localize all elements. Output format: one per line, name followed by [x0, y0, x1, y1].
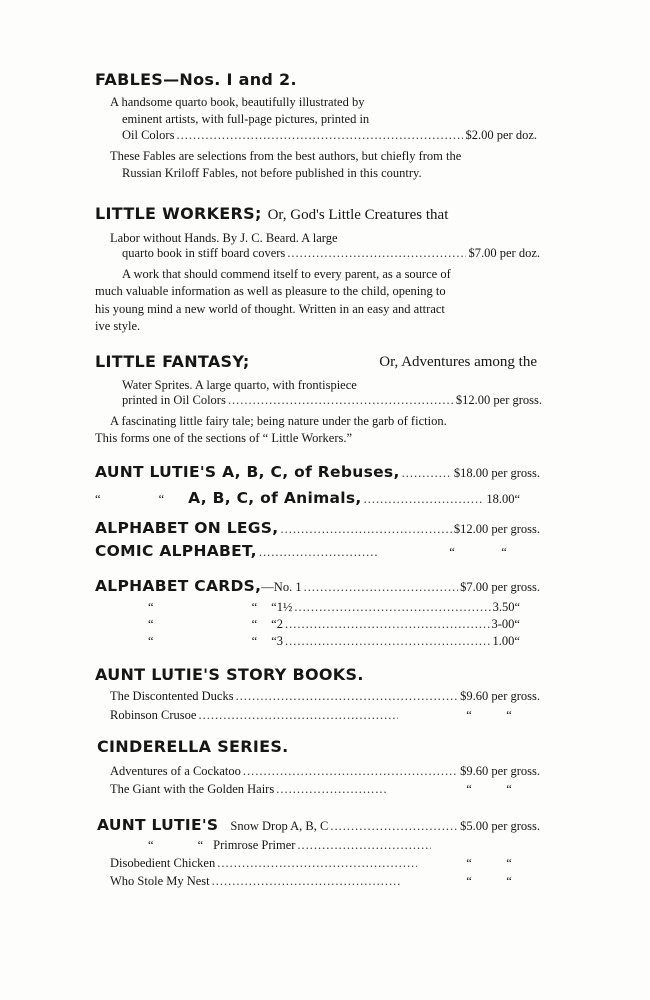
leader-dots — [285, 632, 491, 650]
ditto-mark: “ — [466, 708, 472, 722]
aunt-item-2: Primrose Primer — [213, 838, 296, 852]
leader-dots — [212, 872, 402, 890]
aunt-row-1 — [97, 816, 540, 835]
fables-item: Oil Colors — [122, 128, 175, 142]
fantasy-desc-2: This forms one of the sections of “ Little Workers.” — [95, 431, 353, 445]
ditto-mark: “ — [506, 856, 512, 870]
cinderella-price-1: $9.60 per gross. — [460, 764, 540, 778]
cards-price-2: 3.50 — [492, 600, 515, 614]
workers-title: LITTLE WORKERS; — [95, 204, 262, 223]
leader-dots — [198, 706, 398, 724]
ditto-mark: “ — [148, 838, 154, 852]
ditto-mark: “ — [506, 874, 512, 888]
ditto-mark: “ — [251, 617, 258, 631]
cinderella-item-2: The Giant with the Golden Hairs — [110, 782, 275, 796]
fables-desc-1: These Fables are selections from the best authors, but chiefly from the — [110, 149, 462, 163]
leader-dots — [259, 543, 379, 561]
leader-dots — [176, 126, 463, 144]
fantasy-desc-1: A fascinating little fairy tale; being nature under the garb of fiction. — [110, 414, 447, 428]
aunt-row-3 — [110, 854, 520, 872]
leader-dots — [280, 520, 451, 538]
fantasy-subtitle: Or, Adventures among the — [379, 354, 537, 370]
ditto-mark: “ — [501, 545, 507, 559]
cards-row-3 — [148, 615, 520, 633]
ditto-mark: “ — [506, 708, 512, 722]
story-title: AUNT LUTIE'S STORY BOOKS. — [95, 665, 364, 684]
cards-price-4: 1.00 — [492, 634, 515, 648]
comic-row — [95, 542, 515, 561]
workers-price-row — [122, 244, 540, 262]
cards-row-1 — [95, 577, 540, 596]
cards-no-4: 3 — [276, 634, 284, 648]
story-row-1 — [110, 687, 540, 705]
aunt-item-1: Snow Drop A, B, C — [230, 819, 329, 833]
fables-line-1: A handsome quarto book, beautifully illustrated by — [110, 95, 365, 109]
workers-line-1: Labor without Hands. By J. C. Beard. A large — [110, 231, 338, 245]
leader-dots — [402, 464, 452, 482]
leader-dots — [236, 687, 459, 705]
workers-desc-3: his young mind a new world of thought. Written in an easy and attract — [95, 302, 445, 316]
legs-row — [95, 519, 540, 538]
fantasy-heading — [95, 352, 537, 372]
ditto-mark: “ — [197, 838, 204, 852]
cards-title: ALPHABET CARDS, — [95, 577, 262, 595]
aunt-title: AUNT LUTIE'S — [97, 816, 219, 834]
aunt-row-4 — [110, 872, 520, 890]
fantasy-item: printed in Oil Colors — [122, 393, 226, 407]
leader-dots — [217, 854, 417, 872]
fables-price: $2.00 per doz. — [465, 128, 537, 142]
comic-title: COMIC ALPHABET, — [95, 542, 257, 560]
ditto-mark: “ — [148, 634, 154, 648]
story-row-2 — [110, 706, 520, 724]
abc-rebuses-price: $18.00 per gross. — [453, 466, 540, 480]
fantasy-price: $12.00 per gross. — [455, 393, 542, 407]
ditto-mark: “ — [271, 634, 277, 648]
ditto-mark: “ — [251, 600, 258, 614]
story-price-1: $9.60 per gross. — [460, 689, 540, 703]
legs-title: ALPHABET ON LEGS, — [95, 519, 279, 537]
leader-dots — [294, 598, 490, 616]
fables-title: FABLES—Nos. I and 2. — [95, 70, 297, 89]
cards-no-1: —No. 1 — [261, 580, 302, 594]
fantasy-price-row — [122, 391, 542, 409]
abc-rebuses-row — [95, 463, 540, 482]
workers-subtitle: Or, God's Little Creatures that — [267, 207, 449, 223]
ditto-mark: “ — [148, 617, 154, 631]
fantasy-title: LITTLE FANTASY; — [95, 352, 250, 371]
story-item-1: The Discontented Ducks — [110, 689, 234, 703]
ditto-mark: “ — [449, 545, 455, 559]
leader-dots — [276, 780, 386, 798]
abc-animals-row — [95, 489, 520, 508]
ditto-mark: “ — [158, 492, 165, 506]
workers-heading — [95, 204, 448, 225]
leader-dots — [364, 490, 485, 508]
workers-desc-1: A work that should commend itself to every parent, as a source of — [122, 267, 451, 281]
workers-price: $7.00 per doz. — [468, 246, 540, 260]
story-item-2: Robinson Crusoe — [110, 708, 197, 722]
ditto-mark: “ — [466, 874, 472, 888]
cinderella-item-1: Adventures of a Cockatoo — [110, 764, 241, 778]
aunt-row-2 — [148, 836, 433, 854]
leader-dots — [304, 578, 459, 596]
aunt-item-4: Who Stole My Nest — [110, 874, 210, 888]
cards-row-2 — [148, 598, 520, 616]
ditto-mark: “ — [506, 782, 512, 796]
cinderella-row-1 — [110, 762, 540, 780]
leader-dots — [297, 836, 431, 854]
leader-dots — [228, 391, 454, 409]
legs-price: $12.00 per gross. — [453, 522, 540, 536]
ditto-mark: “ — [466, 782, 472, 796]
fables-desc-2: Russian Kriloff Fables, not before published in this country. — [122, 166, 422, 180]
ditto-mark: “ — [514, 617, 520, 631]
cards-price-1: $7.00 per gross. — [460, 580, 540, 594]
leader-dots — [243, 762, 458, 780]
aunt-item-3: Disobedient Chicken — [110, 856, 216, 870]
abc-rebuses-title: AUNT LUTIE'S A, B, C, of Rebuses, — [95, 463, 400, 481]
ditto-mark: “ — [95, 492, 101, 506]
cards-no-3: 2 — [276, 617, 283, 631]
ditto-mark: “ — [148, 600, 154, 614]
ditto-mark: “ — [466, 856, 472, 870]
fantasy-line-1: Water Sprites. A large quarto, with frontispiece — [122, 378, 357, 392]
cinderella-row-2 — [110, 780, 520, 798]
cards-no-2: 1½ — [276, 600, 293, 614]
leader-dots — [285, 615, 490, 633]
workers-item: quarto book in stiff board covers — [122, 246, 286, 260]
ditto-mark: “ — [271, 600, 277, 614]
cards-row-4 — [148, 632, 520, 650]
leader-dots — [287, 244, 466, 262]
abc-animals-title: A, B, C, of Animals, — [188, 489, 362, 507]
workers-desc-4: ive style. — [95, 319, 141, 333]
cards-price-3: 3-00 — [491, 617, 515, 631]
ditto-mark: “ — [514, 600, 520, 614]
ditto-mark: “ — [514, 634, 520, 648]
workers-desc-2: much valuable information as well as pleasure to the child, opening to — [95, 284, 446, 298]
ditto-mark: “ — [251, 634, 258, 648]
ditto-mark: “ — [514, 492, 520, 506]
fables-line-2: eminent artists, with full-page pictures, printed in — [122, 112, 370, 126]
leader-dots — [330, 817, 458, 835]
ditto-mark: “ — [271, 617, 277, 631]
abc-animals-price: 18.00 — [486, 492, 515, 506]
aunt-price-1: $5.00 per gross. — [460, 819, 540, 833]
fables-price-row — [122, 126, 537, 144]
cinderella-title: CINDERELLA SERIES. — [97, 737, 289, 756]
